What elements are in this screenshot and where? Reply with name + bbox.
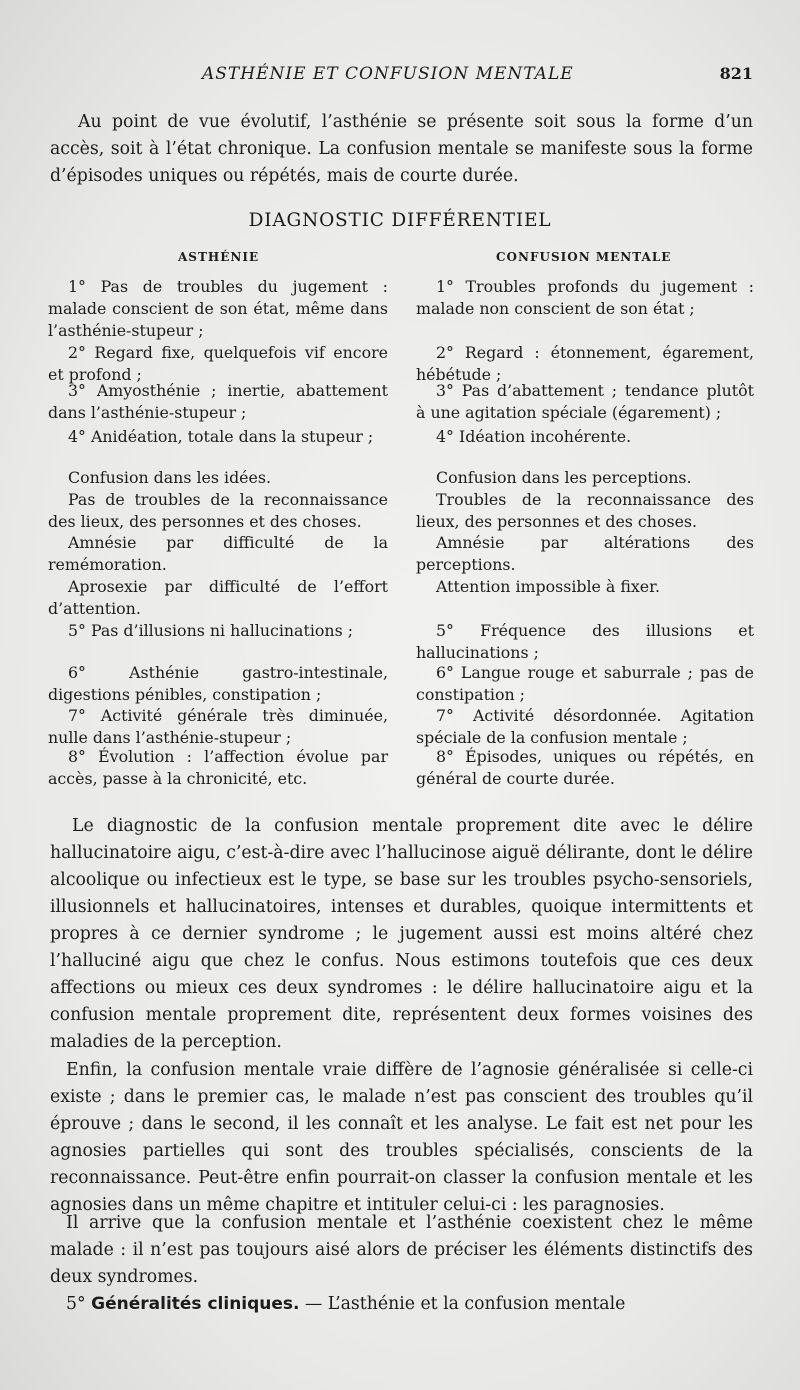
left-item-4: 4° Anidéation, totale dans la stupeur ; (68, 427, 374, 446)
right-item-10: 6° Langue rouge et saburrale ; pas de constipation ; (416, 663, 754, 704)
right-item-4: 4° Idéation incohérente. (436, 427, 632, 446)
left-item-12: 8° Évolution : l’affection évolue par accès, passe à la chronicité, etc. (48, 747, 388, 788)
right-item-7: Amnésie par altérations des perceptions. (416, 533, 754, 574)
left-item-6: Pas de troubles de la reconnaissance des lieux, des personnes et des choses. (48, 490, 388, 531)
paragraph-coexistence: Il arrive que la confusion mentale et l’asthénie coexistent chez le même malade : il n’est pas toujours aisé alors de préciser les éléments distinctifs des deux syndromes. (50, 1213, 753, 1287)
running-title: ASTHÉNIE ET CONFUSION MENTALE (202, 64, 574, 84)
page-header (60, 64, 753, 90)
section-5-heading-line (50, 1291, 753, 1318)
right-column-title: CONFUSION MENTALE (496, 250, 672, 264)
right-item-5: Confusion dans les perceptions. (436, 468, 692, 487)
right-item-8: Attention impossible à fixer. (436, 577, 660, 596)
left-item-8: Aprosexie par difficulté de l’effort d’attention. (48, 577, 388, 618)
section-title: DIAGNOSTIC DIFFÉRENTIEL (248, 210, 552, 231)
left-item-11: 7° Activité générale très diminuée, nulle dans l’asthénie-stupeur ; (48, 706, 388, 747)
left-item-7: Amnésie par difficulté de la remémoration. (48, 533, 388, 574)
section-number: 5° (66, 1294, 86, 1314)
right-item-12: 8° Épisodes, uniques ou répétés, en général de courte durée. (416, 747, 754, 788)
left-item-5: Confusion dans les idées. (68, 468, 272, 487)
right-item-3: 3° Pas d’abattement ; tendance plutôt à une agitation spéciale (égarement) ; (416, 381, 754, 422)
left-item-9: 5° Pas d’illusions ni hallucinations ; (68, 621, 354, 640)
left-item-3: 3° Amyosthénie ; inertie, abattement dans l’asthénie-stupeur ; (48, 381, 388, 422)
section-heading: Généralités cliniques. (91, 1294, 300, 1314)
right-item-6: Troubles de la reconnaissance des lieux, des personnes et des choses. (416, 490, 754, 531)
intro-paragraph: Au point de vue évolutif, l’asthénie se présente soit sous la forme d’un accès, soit à l’état chronique. La confusion mentale se manifeste sous la forme d’épisodes uniques ou répétés, mais de courte durée. (50, 112, 753, 186)
left-item-2: 2° Regard fixe, quelquefois vif encore et profond ; (48, 343, 388, 384)
paragraph-agnosia: Enfin, la confusion mentale vraie diffère de l’agnosie généralisée si celle-ci existe ; dans le premier cas, le malade n’est pas conscient des troubles qu’il éprouve ; dans le second, il les connaît et les analyse. Le fait est net pour les agnosies partielles qui sont des troubles spécialisés, conscients de la reconnaissance. Peut-être enfin pourrait-on classer la confusion mentale et les agnosies dans un même chapitre et intituler celui-ci : les paragnosies. (50, 1060, 753, 1215)
page-number: 821 (719, 64, 753, 83)
left-column-title: ASTHÉNIE (178, 250, 260, 264)
left-item-10: 6° Asthénie gastro-intestinale, digestions pénibles, constipation ; (48, 663, 388, 704)
right-item-2: 2° Regard : étonnement, égarement, hébétude ; (416, 343, 754, 384)
right-item-11: 7° Activité désordonnée. Agitation spéciale de la confusion mentale ; (416, 706, 754, 747)
left-item-1: 1° Pas de troubles du jugement : malade conscient de son état, même dans l’asthénie-stupeur ; (48, 277, 388, 340)
right-item-1: 1° Troubles profonds du jugement : malade non conscient de son état ; (416, 277, 754, 318)
paragraph-differential-hallucinosis: Le diagnostic de la confusion mentale proprement dite avec le délire hallucinatoire aigu, c’est-à-dire avec l’hallucinose aiguë délirante, dont le délire alcoolique ou infectieux est le type, se base sur les troubles psycho-sensoriels, illusionnels et hallucinatoires, intenses et durables, quoique intermittents et propres à ce dernier syndrome ; le jugement aussi est moins altéré chez l’halluciné aigu que chez le confus. Nous estimons toutefois que ces deux affections ou mieux ces deux syndromes : le délire hallucinatoire aigu et la confusion mentale proprement dite, représentent deux formes voisines des maladies de la perception. (50, 816, 753, 1052)
section-lead-text: — L’asthénie et la confusion mentale (305, 1294, 626, 1314)
right-item-9: 5° Fréquence des illusions et hallucinations ; (416, 621, 754, 662)
